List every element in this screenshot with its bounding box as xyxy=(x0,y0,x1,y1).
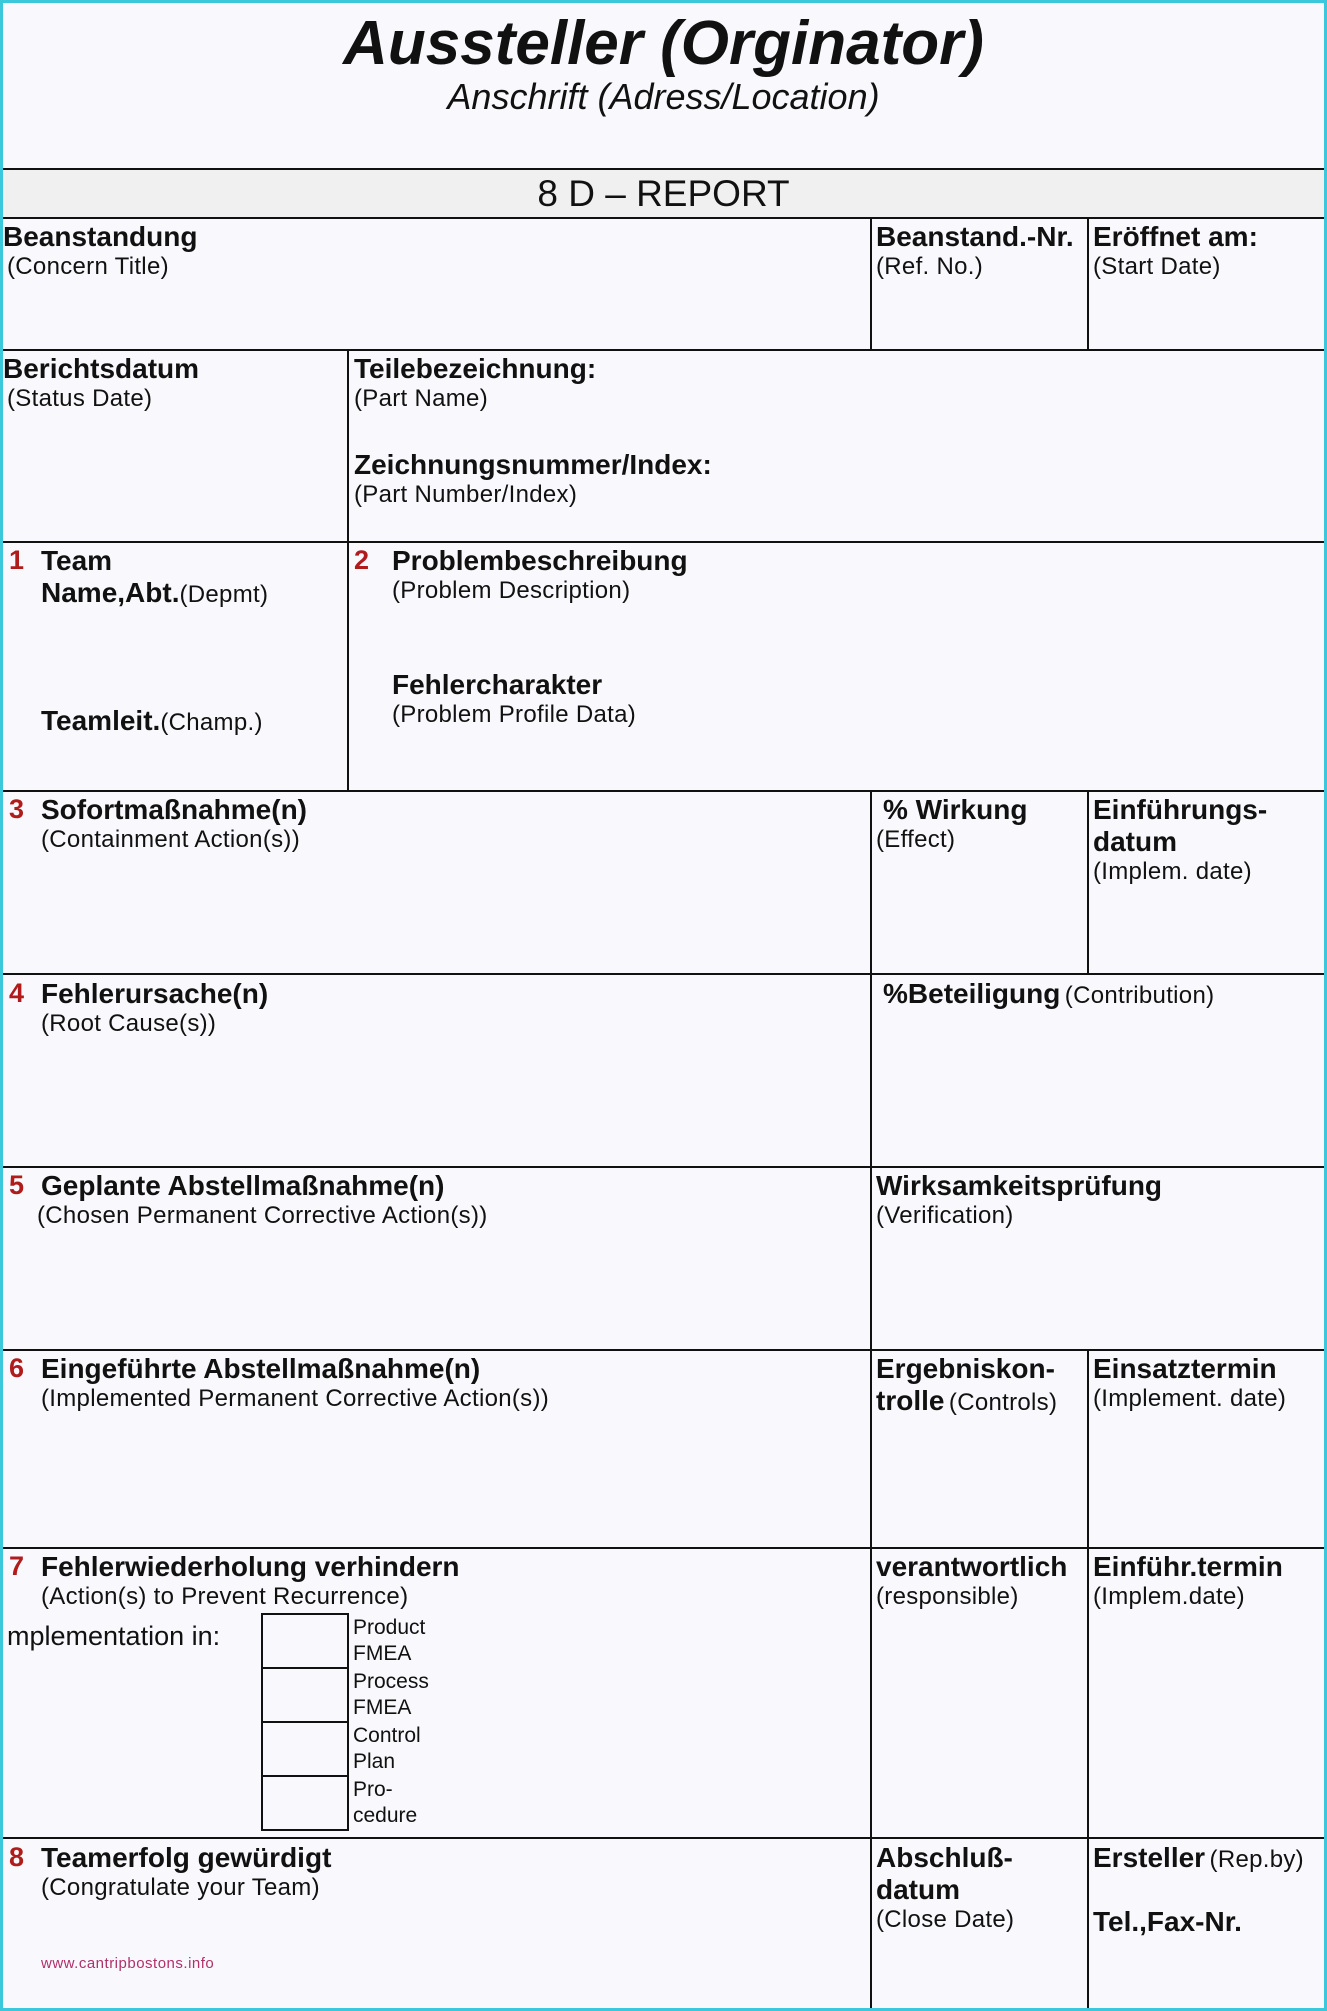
checkbox-control-plan[interactable] xyxy=(261,1721,349,1777)
divider xyxy=(3,541,1324,543)
section-number-8: 8 xyxy=(9,1842,25,1872)
team-leader-label: Teamleit. xyxy=(41,705,161,736)
concern-title-label: Beanstandung xyxy=(3,221,198,252)
controls-label-1: Ergebniskon- xyxy=(876,1353,1055,1384)
ref-no-sub: (Ref. No.) xyxy=(876,253,984,280)
problem-description-sub: (Problem Description) xyxy=(392,577,631,604)
check-label-line2: FMEA xyxy=(353,1696,412,1719)
implem-date-label-1: Einführungs- xyxy=(1093,794,1268,825)
responsible-sub: (responsible) xyxy=(876,1583,1019,1610)
report-title: 8 D – REPORT xyxy=(537,173,790,214)
column-divider xyxy=(347,349,349,790)
part-number-sub: (Part Number/Index) xyxy=(354,481,578,508)
check-label-line1: Process xyxy=(353,1670,429,1693)
part-number-label: Zeichnungsnummer/Index: xyxy=(354,449,712,480)
divider xyxy=(3,790,1324,792)
check-label-line1: Product xyxy=(353,1616,426,1639)
containment-label: Sofortmaßnahme(n) xyxy=(41,794,307,825)
problem-profile-label: Fehlercharakter xyxy=(392,669,603,700)
divider xyxy=(3,349,1324,351)
prevent-recurrence-sub: (Action(s) to Prevent Recurrence) xyxy=(41,1583,409,1610)
start-date-sub: (Start Date) xyxy=(1093,253,1221,280)
section-number-2: 2 xyxy=(354,545,370,575)
close-date-label-1: Abschluß- xyxy=(876,1842,1013,1873)
check-label-line2: FMEA xyxy=(353,1642,412,1665)
part-name-sub: (Part Name) xyxy=(354,385,488,412)
effect-sub: (Effect) xyxy=(876,826,956,853)
part-name-label: Teilebezeichnung: xyxy=(354,353,597,384)
verification-label: Wirksamkeitsprüfung xyxy=(876,1170,1163,1201)
implem-termin-label: Einführ.termin xyxy=(1093,1551,1283,1582)
verification-sub: (Verification) xyxy=(876,1202,1014,1229)
check-label-line1: Pro- xyxy=(353,1778,393,1801)
column-divider xyxy=(870,790,872,2008)
root-cause-label: Fehlerursache(n) xyxy=(41,978,269,1009)
divider xyxy=(3,973,1324,975)
team-name-label: Name,Abt. xyxy=(41,577,180,608)
problem-description-label: Problembeschreibung xyxy=(392,545,688,576)
start-date-label: Eröffnet am: xyxy=(1093,221,1258,252)
checkbox-process-fmea[interactable] xyxy=(261,1667,349,1723)
watermark-text: www.cantripbostons.info xyxy=(41,1955,215,1972)
divider xyxy=(3,1166,1324,1168)
controls-sub: (Controls) xyxy=(948,1389,1058,1416)
section-number-7: 7 xyxy=(9,1551,25,1581)
planned-action-label: Geplante Abstellmaßnahme(n) xyxy=(41,1170,445,1201)
effect-label: % Wirkung xyxy=(883,794,1028,825)
implemented-action-label: Eingeführte Abstellmaßnahme(n) xyxy=(41,1353,481,1384)
team-name-sub: (Depmt) xyxy=(179,581,269,608)
implem-termin-sub: (Implem.date) xyxy=(1093,1583,1245,1610)
divider xyxy=(3,1547,1324,1549)
section-number-3: 3 xyxy=(9,794,25,824)
section-number-1: 1 xyxy=(9,545,25,575)
implem-date-label-2: datum xyxy=(1093,826,1177,857)
status-date-sub: (Status Date) xyxy=(7,385,153,412)
phone-fax-label: Tel.,Fax-Nr. xyxy=(1093,1906,1242,1937)
section-number-6: 6 xyxy=(9,1353,25,1383)
checkbox-procedure[interactable] xyxy=(261,1775,349,1831)
implem-date-sub: (Implem. date) xyxy=(1093,858,1252,885)
implemented-action-sub: (Implemented Permanent Corrective Action(s)) xyxy=(41,1385,550,1412)
ref-no-label: Beanstand.-Nr. xyxy=(876,221,1074,252)
check-label-line2: Plan xyxy=(353,1750,396,1773)
contribution-label: %Beteiligung xyxy=(883,978,1061,1009)
team-leader-line xyxy=(41,707,263,735)
divider xyxy=(3,168,1324,170)
congratulate-sub: (Congratulate your Team) xyxy=(41,1874,320,1901)
check-label-line1: Control xyxy=(353,1724,421,1747)
divider xyxy=(3,1837,1324,1839)
divider xyxy=(3,217,1324,219)
concern-title-sub: (Concern Title) xyxy=(7,253,169,280)
author-label: Ersteller xyxy=(1093,1842,1206,1873)
congratulate-label: Teamerfolg gewürdigt xyxy=(41,1842,332,1873)
check-label-line2: cedure xyxy=(353,1804,418,1827)
controls-line xyxy=(876,1387,1057,1415)
section-number-5: 5 xyxy=(9,1170,25,1200)
responsible-label: verantwortlich xyxy=(876,1551,1068,1582)
close-date-label-2: datum xyxy=(876,1874,960,1905)
address-subtitle: Anschrift (Adress/Location) xyxy=(447,76,880,117)
close-date-sub: (Close Date) xyxy=(876,1906,1015,1933)
author-sub: (Rep.by) xyxy=(1209,1846,1304,1873)
problem-profile-sub: (Problem Profile Data) xyxy=(392,701,637,728)
column-divider xyxy=(1087,790,1089,973)
checkbox-product-fmea[interactable] xyxy=(261,1613,349,1669)
prevent-recurrence-label: Fehlerwiederholung verhindern xyxy=(41,1551,460,1582)
originator-title: Aussteller (Orginator) xyxy=(343,9,984,78)
controls-label-2: trolle xyxy=(876,1385,945,1416)
team-leader-sub: (Champ.) xyxy=(160,709,263,736)
planned-action-sub: (Chosen Permanent Corrective Action(s)) xyxy=(37,1202,488,1229)
section-number-4: 4 xyxy=(9,978,25,1008)
implementation-in-label: mplementation in: xyxy=(7,1621,221,1651)
status-date-label: Berichtsdatum xyxy=(3,353,200,384)
column-divider xyxy=(1087,1349,1089,2008)
column-divider xyxy=(870,217,872,349)
contribution-line xyxy=(883,980,1214,1008)
team-label: Team xyxy=(41,545,113,576)
implement-date-label: Einsatztermin xyxy=(1093,1353,1277,1384)
author-line xyxy=(1093,1844,1304,1872)
implement-date-sub: (Implement. date) xyxy=(1093,1385,1287,1412)
team-name-line xyxy=(41,579,268,607)
root-cause-sub: (Root Cause(s)) xyxy=(41,1010,217,1037)
containment-sub: (Containment Action(s)) xyxy=(41,826,300,853)
column-divider xyxy=(1087,217,1089,349)
divider xyxy=(3,1349,1324,1351)
contribution-sub: (Contribution) xyxy=(1064,982,1215,1009)
